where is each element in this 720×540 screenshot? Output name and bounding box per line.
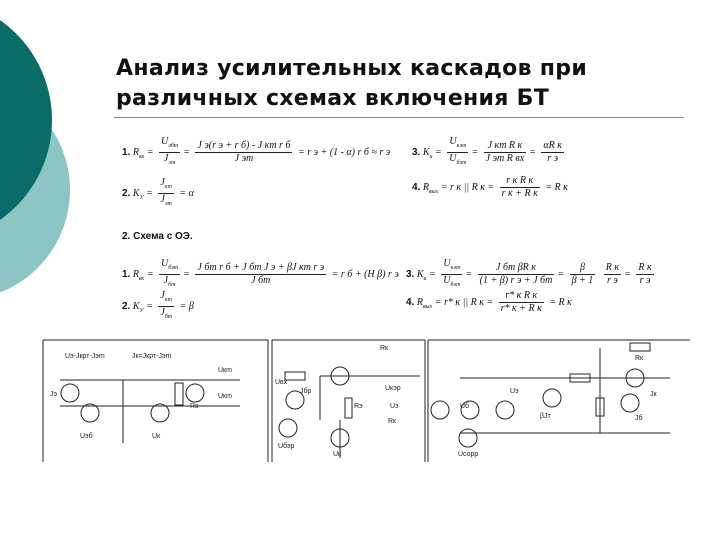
resistor-symbol [285,372,305,380]
formula-s2-2: 2. $K_У$ = $\frac{J_{кm}}{J_{бm}}$ = β [122,290,194,320]
circuit-2-label: Uбэр [278,443,295,450]
circuit-2-label: Uкэр [385,385,401,392]
decorative-circles [0,0,90,300]
source-symbol [81,404,99,422]
circuit-3 [428,340,690,462]
formula-s2-1: 1. $R_{вх}$ = $\frac{U_{бэm}}{J_{бm}}$ = $\frac{\text{J бm r б + J бm J э + βJ кm r э}}{\text{J бm}}$ = r б + (H β) r э [122,258,399,288]
circuit-1-label: Uэ-Jкрт-Jэm [65,353,105,360]
formula-s1-1: 1. $R_{вх}$ = $\frac{U_{эбm}}{J_{эm}}$ = $\frac{\text{J э(r э + r б) - J кm r б}}{\text{J эm}}$ = r э + (1 - α) r б ≈ r э [122,136,391,166]
source-symbol [61,384,79,402]
source-symbol [496,401,514,419]
formula-s1-2: 2. $K_У$ = $\frac{J_{кm}}{J_{эm}}$ = α [122,177,194,207]
circuit-2-label: Jбр [300,388,312,395]
formula-s1-4: 4. $R_{вых} = r$ к || R к = $\frac{\text{r к R к}}{\text{r к + R к}}$ = R к [412,175,568,199]
source-symbol [279,419,297,437]
circuit-1-label: Uк [152,433,161,440]
formula-s2-3: 3. $K_u$ = $\frac{U_{кэm}}{U_{бэm}}$ = $\frac{\text{J бm βR к}}{\text{(1 + β) r э + J бm}}$ = $\frac{\beta}{\beta + 1}$ $\frac{\text{R к}}{\text{r э}}$ = $\frac{\text{R к}}{\text{r э}}$ [406,258,652,288]
title-line-1: Анализ усилительных каскадов при [116,56,588,81]
source-symbol [621,394,639,412]
circuit-3-label: Jб [635,415,643,422]
circuit-3-label: βJт [540,413,551,420]
circuit-3-label: Rк [635,355,644,362]
circuit-2-label: Rк [380,345,389,352]
circuit-1-label: Uкm [218,367,232,374]
source-symbol [543,389,561,407]
circuit-1-label: Uкm [218,393,232,400]
circuit-3-label: Uэ [510,388,519,395]
source-symbol [459,429,477,447]
circuit-3-label: Uсорр [458,451,479,458]
source-symbol [151,404,169,422]
section-2-heading: 2. Схема с ОЭ. [122,231,193,242]
circuit-2-label: Rк [388,418,397,425]
circuit-1-label: Uэб [80,433,93,440]
source-symbol [186,384,204,402]
circuit-3-label: Uб [460,403,470,410]
source-symbol [431,401,449,419]
formula-s1-3: 3. $K_u$ = $\frac{U_{кэm}}{U_{бэm}}$ = $\frac{\text{J кm R к}}{\text{J эm R вх}}$ = $\frac{\text{αR к}}{\text{r э}}$ [412,136,562,166]
title-divider [114,117,684,118]
resistor-symbol [345,398,352,418]
resistor-symbol [175,383,183,405]
circuit-2-label: Rэ [354,403,363,410]
circuit-2-label: Uк [333,451,342,458]
formula-s2-4: 4. $R_{вых} = r*$ к || R к = $\frac{\text{r* к R к}}{\text{r* к + R к}}$ = R к [406,290,572,314]
page-title [116,54,676,114]
circuit-1-label: Rэ [190,403,199,410]
circuit-3-label: Jк [650,391,657,398]
circuit-2 [272,340,425,462]
circuit-diagrams [40,338,690,464]
circuit-1-label: Jэ [50,391,58,398]
circuit-1-label: Jк=Jкрт-Jэm [132,353,172,360]
title-line-2: различных схемах включения БТ [116,86,550,111]
circuit-2-label: Uэ [390,403,399,410]
circuit-2-label: Uвх [275,379,288,386]
resistor-symbol [630,343,650,351]
circuit-1 [43,340,268,462]
